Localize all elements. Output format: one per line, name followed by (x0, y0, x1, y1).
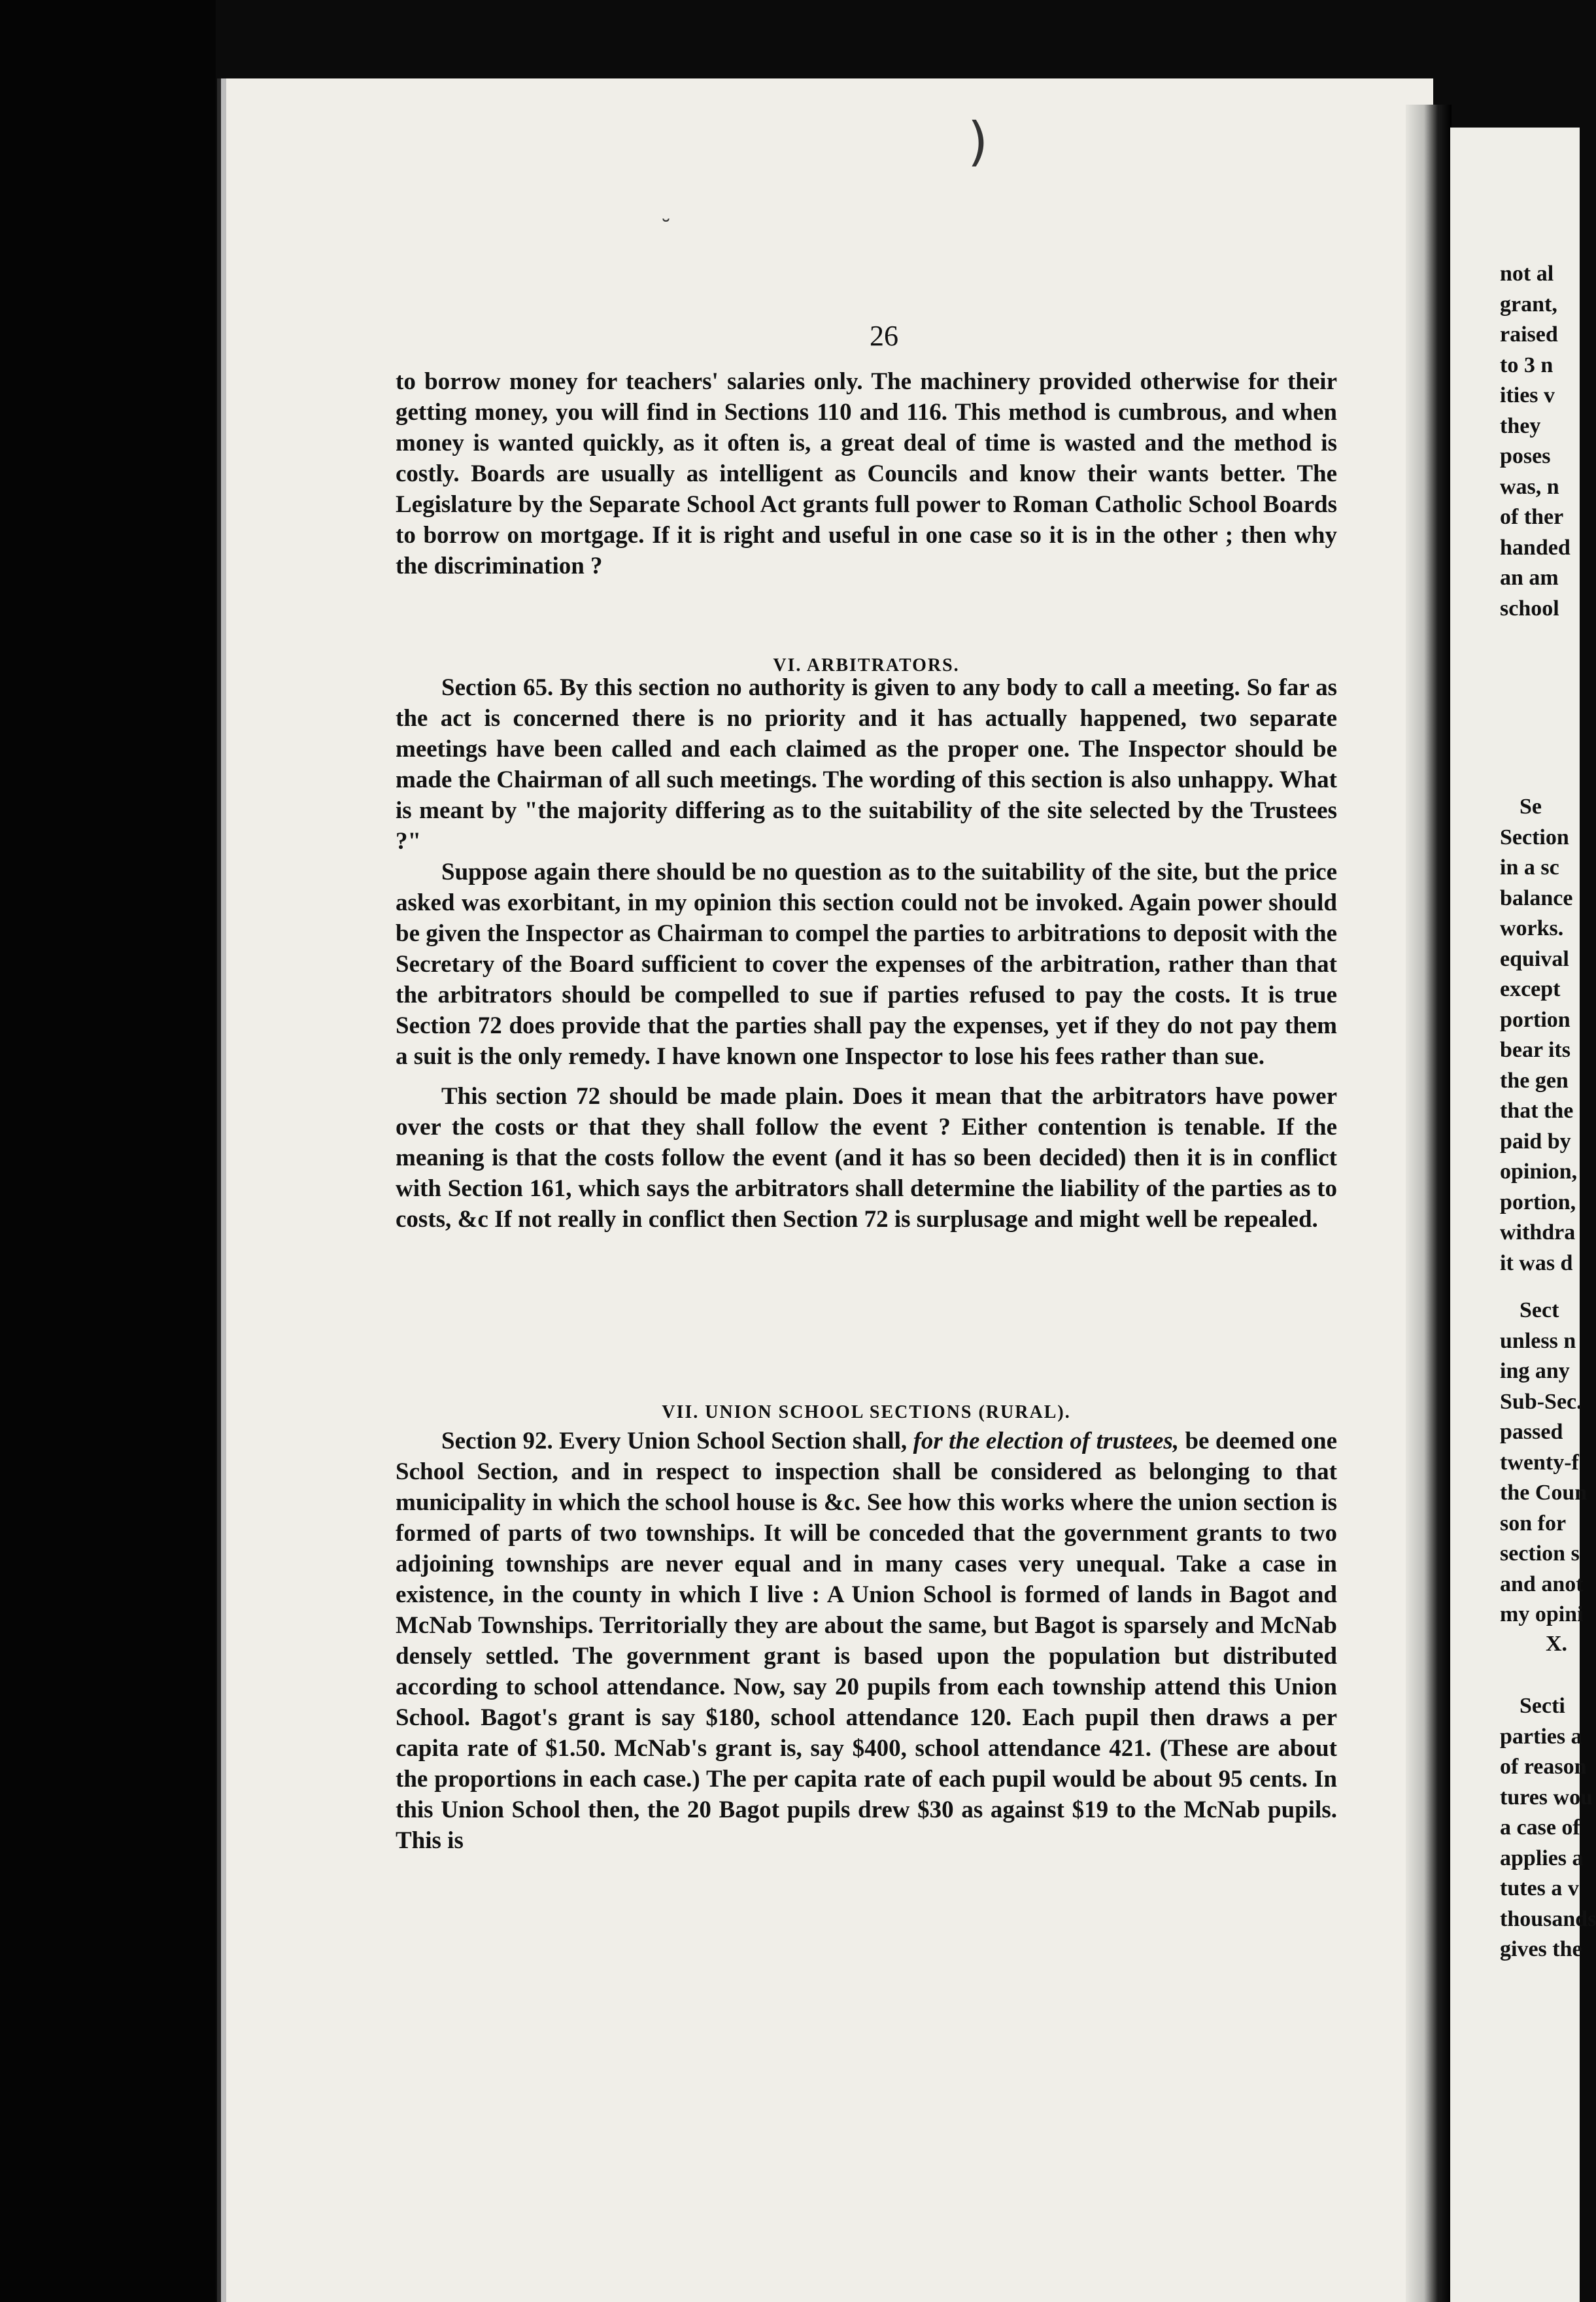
paragraph: This section 72 should be made plain. Does it mean that the arbitrators have power over the costs or that they shall follow the event ? Either contention is tenable. If the meaning is that the costs follow the event (and it has so been decided) then it is in conflict with Section 161, which says the arbitrators shall determine the liability of the parties as to costs, &c If not really in conflict then Section 72 is surplusage and might well be repealed. (396, 1083, 1337, 1233)
facing-page-line: section s (1500, 1541, 1580, 1566)
paragraph (396, 1426, 1337, 1856)
facing-page-line: Se (1520, 795, 1542, 819)
facing-page-line: portion, (1500, 1190, 1576, 1214)
facing-page-line: they (1500, 413, 1541, 438)
facing-page-line: passed (1500, 1420, 1563, 1444)
facing-page-line: gives the (1500, 1937, 1582, 1961)
facing-page-line: equival (1500, 946, 1569, 971)
facing-page-line: works. (1500, 916, 1564, 940)
facing-page-line: paid by (1500, 1129, 1571, 1154)
facing-page-line: thousands (1500, 1906, 1596, 1931)
facing-page-line: tutes a v (1500, 1876, 1579, 1900)
section-heading-union-schools: VII. UNION SCHOOL SECTIONS (RURAL). (662, 1402, 1071, 1422)
facing-page-line: not al (1500, 262, 1554, 286)
facing-page-line: ing any (1500, 1359, 1570, 1383)
facing-page-line: Secti (1520, 1694, 1565, 1718)
facing-page-line: parties a (1500, 1724, 1582, 1749)
facing-page-line: Section (1500, 825, 1569, 850)
facing-page-line: Sub-Sec. (1500, 1389, 1582, 1414)
intro-paragraph (396, 366, 1337, 581)
facing-page-line: tures wou (1500, 1785, 1593, 1810)
facing-page-line: a case of (1500, 1815, 1580, 1840)
facing-page-line: balance (1500, 885, 1573, 910)
pencil-mark: ) (968, 111, 989, 172)
facing-page-line: twenty-f (1500, 1450, 1579, 1475)
facing-page-line: the gen (1500, 1068, 1569, 1093)
facing-page-line: that the (1500, 1099, 1574, 1123)
facing-page-line: opinion, (1500, 1160, 1578, 1184)
facing-page-line: my opini (1500, 1602, 1584, 1626)
italic-text: for the election of trustees, (913, 1428, 1180, 1454)
facing-page-line: raised (1500, 322, 1558, 347)
facing-page-line: son for (1500, 1511, 1567, 1536)
section-vii-body (396, 1426, 1337, 1856)
facing-page-line: poses (1500, 444, 1551, 468)
facing-page (1450, 128, 1596, 2302)
paragraph: to borrow money for teachers' salaries only. The machinery provided otherwise for their getting money, you will find in Sections 110 and 116. This method is cumbrous, and when money is wanted quickly, as it often is, a great deal of time is wasted and the method is costly. Boards are usually as intelligent as Councils and know their wants better. The Legislature by the Separate School Act grants full power to Roman Catholic School Boards to borrow on mortgage. If it is right and useful in one case so it is in the other ; then why the discrimination ? (396, 368, 1337, 579)
scan-border (0, 0, 216, 2302)
facing-page-line: school (1500, 596, 1559, 621)
text-run: be deemed one School Section, and in respect to inspection shall be considered as belonging to that municipality in which the school house is &c. See how this works where the union section is formed of parts of two townships. It will be conceded that the government grants to two adjoining townships are never equal and in many cases very unequal. Take a case in existence, in the county in which I live : A Union School is formed of lands in Bagot and McNab Townships. Territorially they are about the same, but Bagot is sparsely and McNab densely settled. The government grant is based upon the population but distributed according to school attendance. Now, say 20 pupils from each township attend this Union School. Bagot's grant is say $180, school attendance 120. Each pupil then draws a per capita rate of $1.50. McNab's grant is, say $400, school attendance 421. (These are about the proportions in each case.) The per capita rate of each pupil would be about 95 cents. In this Union School then, the 20 Bagot pupils drew $30 as against $19 to the McNab pupils. This is (396, 1428, 1338, 1854)
paragraph: Section 65. By this section no authority is given to any body to call a meeting. So far as the act is concerned there is no priority and it has actually happened, two separate meetings have been called and each claimed as the proper one. The Inspector should be made the Chairman of all such meetings. The wording of this section is also unhappy. What is meant by "the majority differing as to the suitability of the site selected by the Trustees ?" (396, 674, 1337, 855)
facing-page-line: except (1500, 977, 1561, 1001)
facing-page-line: ities v (1500, 383, 1555, 407)
facing-page-line: the Coun (1500, 1481, 1588, 1505)
facing-page-line: X. (1546, 1632, 1568, 1656)
page-number: 26 (870, 320, 898, 352)
facing-page-line: handed (1500, 535, 1571, 560)
facing-page-line: unless n (1500, 1328, 1576, 1353)
facing-page-line: applies a (1500, 1846, 1584, 1870)
section-vi-body (396, 672, 1337, 1235)
section-heading-arbitrators: VI. ARBITRATORS. (773, 655, 960, 676)
text-run: Section 92. Every Union School Section shall, (441, 1428, 908, 1454)
facing-page-line: was, n (1500, 474, 1559, 499)
facing-page-line: of ther (1500, 505, 1564, 529)
facing-page-line: withdra (1500, 1220, 1576, 1245)
facing-page-line: to 3 n (1500, 352, 1554, 377)
facing-page-line: in a sc (1500, 855, 1559, 880)
paragraph: Suppose again there should be no question as to the suitability of the site, but the price asked was exorbitant, in my opinion this section could not be invoked. Again power should be given the Inspector as Chairman to compel the parties to arbitrations to deposit with the Secretary of the Board sufficient to cover the expenses of the arbitration, rather than that the arbitrators should be compelled to sue if parties refused to pay the costs. It is true Section 72 does provide that the parties shall pay the expenses, yet if they do not pay them a suit is the only remedy. I have known one Inspector to lose his fees rather than sue. (396, 859, 1337, 1070)
facing-page-line: portion (1500, 1007, 1571, 1032)
facing-page-line: it was d (1500, 1250, 1573, 1275)
facing-page-line: grant, (1500, 292, 1557, 317)
facing-page-line: of reason (1500, 1755, 1587, 1779)
facing-page-line: bear its (1500, 1038, 1571, 1062)
facing-page-line: an am (1500, 566, 1559, 590)
book-gutter (1406, 105, 1452, 2302)
pencil-mark: ˘ (660, 216, 671, 242)
facing-page-line: Sect (1520, 1298, 1559, 1322)
facing-page-line: and anot (1500, 1572, 1584, 1596)
